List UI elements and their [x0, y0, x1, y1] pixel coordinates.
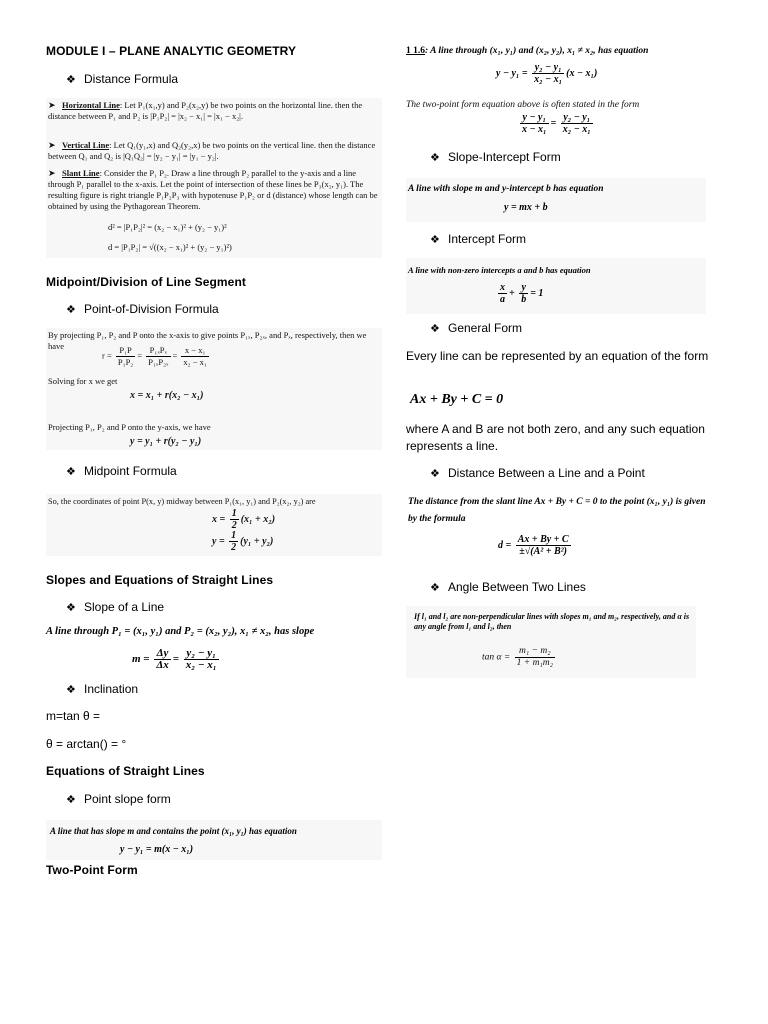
- diamond-bullet-icon: ❖: [430, 152, 440, 164]
- intercept-form-scan: [406, 258, 706, 314]
- heading-slope-of-line: ❖ Slope of a Line: [66, 600, 165, 614]
- general-form-eq: Ax + By + C = 0: [410, 392, 504, 407]
- horizontal-line-item: ➤ Horizontal Line: Let P₁(x₁,y) and P₂(x₂,y) be two points on the horizontal line. then the distance between P₁ and P₂ is |P₁P₂| = |x₂ − x₁| = |x₁ − x₂|.: [48, 100, 363, 121]
- point-slope-eq: y − y₁ = m(x − x₁): [120, 844, 194, 855]
- point-slope-scan: [46, 820, 382, 860]
- heading-point-of-division: ❖ Point-of-Division Formula: [66, 302, 219, 316]
- diamond-bullet-icon: ❖: [66, 684, 76, 696]
- heading-midpoint-division: Midpoint/Division of Line Segment: [46, 275, 246, 289]
- midpoint-y-eq: y = $\frac{1}{2}$ (y₁ + y₂): [212, 530, 274, 553]
- midpoint-scan: [46, 494, 382, 556]
- arrow-bullet-icon: ➤: [48, 168, 56, 178]
- distance-line-point-scan: [406, 492, 712, 568]
- heading-slope-intercept: ❖ Slope-Intercept Form: [430, 150, 561, 164]
- distance-eq-squared: d² = |P₁P₂|² = (x₂ − x₁)² + (y₂ − y₁)²: [108, 222, 227, 232]
- two-point-stated-text: The two-point form equation above is often stated in the form: [406, 100, 640, 110]
- intercept-text: A line with non-zero intercepts a and b has equation: [408, 265, 591, 275]
- heading-intercept-form: ❖ Intercept Form: [430, 232, 527, 246]
- diamond-bullet-icon: ❖: [430, 323, 440, 335]
- slant-line-item: ➤ Slant Line: Consider the P₁ P₂. Draw a line through P₂ parallel to the y-axis and a line through P₁ parallel to the x-axis. Let the point of intersection of these lines be P₃(x₂, y₁). The resulting figure is right triangle P₁P₂P₃ with hypotenuse P₁P₂ or d (distance) whose length can be obtained by using the Pythagorean Theorem.: [48, 168, 378, 211]
- two-point-alt-eq: $\frac{\text{y − y₁}}{\text{x − x₁}}$ = $\frac{\text{y₂ − y₁}}{\text{x₂ − x₁}}$: [522, 112, 591, 135]
- distance-formula-scan: [46, 98, 382, 258]
- two-point-eq: y − y₁ = $\frac{\text{y₂ − y₁}}{\text{x₂ − x₁}}$ (x − x₁): [496, 62, 598, 85]
- slope-intercept-text: A line with slope m and y-intercept b has equation: [408, 184, 604, 194]
- vertical-line-item: ➤ Vertical Line: Let Q₁(y₁,x) and Q₂(y₂,x) be two points on the vertical line. then the distance between Q₁ and Q₂ is |Q₁Q₂| = |y₂ − y₁| = |y₁ − y₂|.: [48, 140, 376, 161]
- heading-midpoint-formula: ❖ Midpoint Formula: [66, 464, 177, 478]
- diamond-bullet-icon: ❖: [66, 304, 76, 316]
- point-of-division-scan: [46, 328, 382, 450]
- pod-y-eq: y = y₁ + r(y₂ − y₁): [130, 436, 202, 447]
- pod-ratio-eq: r = $\frac{\text{P₁P}}{\text{P₁P₂}}$ = $\frac{\text{P₁ₓPₓ}}{\text{P₁ₓP₂ₓ}}$ = $\frac{\text{x − x₁}}{\text{x₂ − x₁}}$: [102, 345, 207, 367]
- slope-intercept-eq: y = mx + b: [504, 202, 548, 213]
- point-slope-text: A line that has slope m and contains the point (x₁, y₁) has equation: [50, 826, 297, 836]
- heading-point-slope-form: ❖ Point slope form: [66, 792, 171, 806]
- diamond-bullet-icon: ❖: [66, 794, 76, 806]
- pod-x-eq: x = x₁ + r(x₂ − x₁): [130, 390, 204, 401]
- module-title: MODULE I – PLANE ANALYTIC GEOMETRY: [46, 44, 297, 58]
- heading-angle-two-lines: ❖ Angle Between Two Lines: [430, 580, 586, 594]
- heading-general-form: ❖ General Form: [430, 321, 523, 335]
- distance-eq-root: d = |P₁P₂| = √((x₂ − x₁)² + (y₂ − y₁)²): [108, 242, 232, 252]
- diamond-bullet-icon: ❖: [66, 602, 76, 614]
- pod-intro-text: By projecting P₁, P₂ and P onto the x-axis to give points P₁ₓ, P₂ₓ, and Pₓ, respectively, then we have: [48, 330, 367, 351]
- heading-distance-formula: ❖ Distance Formula: [66, 72, 179, 86]
- midpoint-text: So, the coordinates of point P(x, y) midway between P₁(x₁, y₁) and P₂(x₂, y₂) are: [48, 497, 316, 506]
- general-form-text: Every line can be represented by an equation of the form: [406, 349, 709, 363]
- heading-distance-line-point: ❖ Distance Between a Line and a Point: [430, 466, 645, 480]
- slope-text: A line through P₁ = (x₁, y₁) and P₂ = (x₂, y₂), x₁ ≠ x₂, has slope: [46, 626, 315, 637]
- two-point-text: 1 1.6: A line through (x₁, y₁) and (x₂, y₂), x₁ ≠ x₂, has equation: [406, 46, 649, 56]
- slope-scan: [46, 624, 382, 678]
- arrow-bullet-icon: ➤: [48, 100, 56, 110]
- diamond-bullet-icon: ❖: [430, 582, 440, 594]
- heading-inclination: ❖ Inclination: [66, 682, 139, 696]
- slope-eq: m = $\frac{\Delta y}{\Delta x}$ = $\frac{\text{y₂ − y₁}}{\text{x₂ − x₁}}$: [132, 647, 217, 671]
- arrow-bullet-icon: ➤: [48, 140, 56, 150]
- intercept-eq: $\frac{x}{a}$ + $\frac{y}{b}$ = 1: [500, 282, 544, 305]
- inclination-slope-line: m=tan θ =: [46, 709, 101, 723]
- diamond-bullet-icon: ❖: [430, 468, 440, 480]
- heading-two-point-form: Two-Point Form: [46, 863, 138, 877]
- diamond-bullet-icon: ❖: [66, 466, 76, 478]
- distance-line-point-eq: d = $\frac{Ax + By + C}{\text{±√(A² + B²)}}$: [498, 534, 569, 557]
- general-form-text-2: where A and B are not both zero, and any such equation represents a line.: [406, 422, 705, 453]
- diamond-bullet-icon: ❖: [430, 234, 440, 246]
- diamond-bullet-icon: ❖: [66, 74, 76, 86]
- angle-two-lines-eq: tan α = $\frac{\text{m₁ − m₂}}{\text{1 + m₁m₂}}$: [482, 646, 553, 668]
- angle-two-lines-text: If l₁ and l₂ are non-perpendicular lines with slopes m₁ and m₂, respectively, and α is any angle from l₁ and l₂, then: [414, 612, 690, 631]
- distance-line-point-text: The distance from the slant line Ax + By + C = 0 to the point (x₁, y₁) is given by the formula: [408, 497, 706, 524]
- pod-projecting-text: Projecting P₁, P₂ and P onto the y-axis, we have: [48, 422, 211, 432]
- pod-solving-text: Solving for x we get: [48, 376, 118, 386]
- angle-two-lines-scan: [406, 606, 696, 678]
- slope-intercept-scan: [406, 178, 706, 222]
- inclination-angle-line: θ = arctan() = °: [46, 737, 127, 751]
- two-point-form-scan: [406, 44, 722, 140]
- midpoint-x-eq: x = $\frac{1}{2}$ (x₁ + x₂): [212, 508, 276, 531]
- heading-equations-straight-lines: Equations of Straight Lines: [46, 764, 205, 778]
- heading-slopes-equations: Slopes and Equations of Straight Lines: [46, 573, 274, 587]
